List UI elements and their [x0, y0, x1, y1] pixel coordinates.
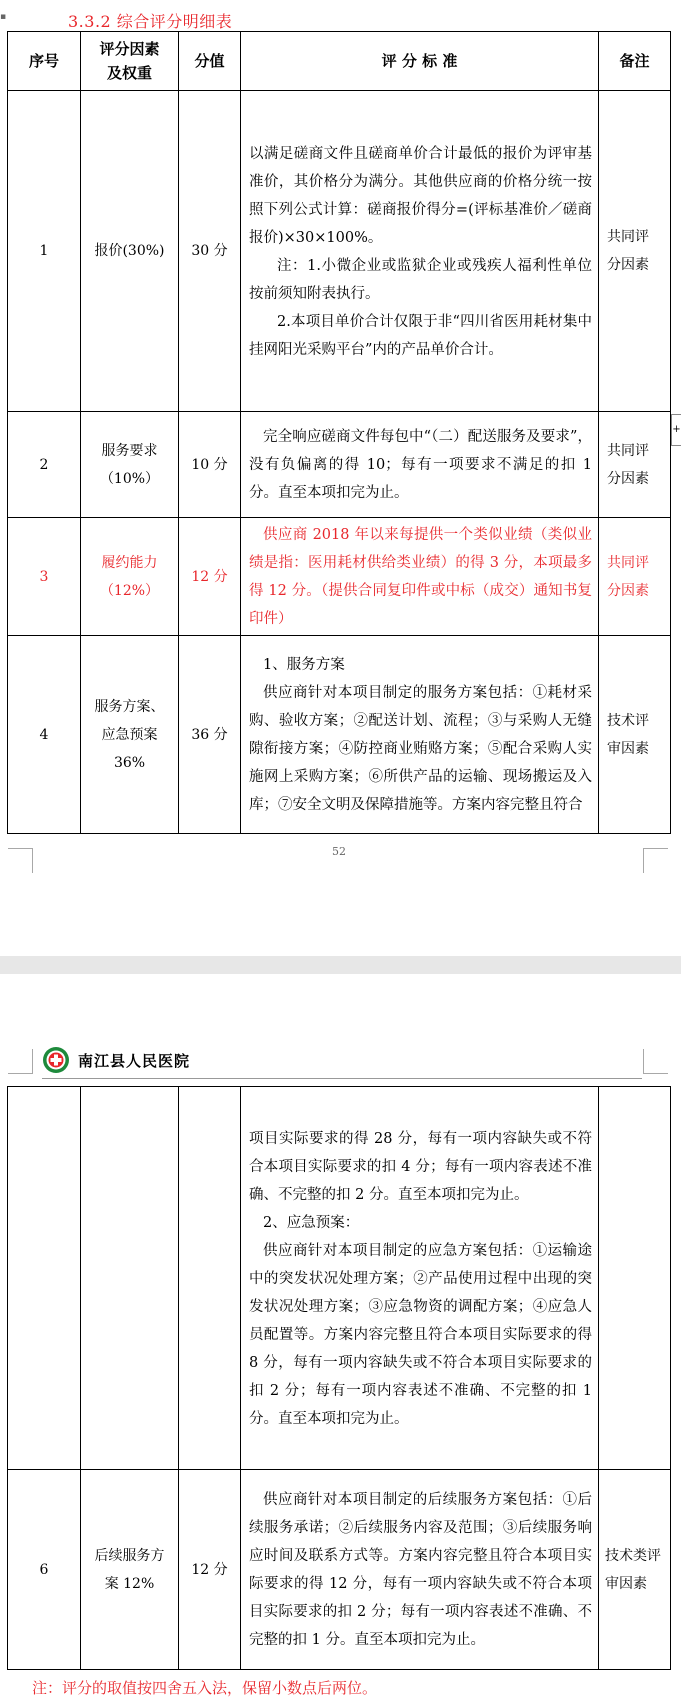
- row-criteria: [241, 412, 599, 518]
- anchor-mark: ▪: [0, 12, 7, 22]
- row-criteria: [241, 518, 599, 636]
- footnote: 注：评分的取值按四舍五入法，保留小数点后两位。: [32, 1679, 378, 1697]
- row-no: 1: [8, 91, 81, 412]
- row-no: 6: [8, 1470, 81, 1670]
- criteria-para: 供应商针对本项目制定的应急方案包括：①运输途中的突发状况处理方案；②产品使用过程中出现的突发状况处理方案；③应急物资的调配方案；④应急人员配置等。方案内容完整且符合本项目实际要求的得 8 分，每有一项内容缺失或不符合本项目实际要求的扣 2 分；每有一项内容表述不准确、不完整的扣 1 分。直至本项扣完为止。: [249, 1242, 592, 1427]
- hospital-header: [42, 1046, 642, 1079]
- hospital-logo-icon: [42, 1046, 70, 1074]
- row-factor: 服务方案、应急预案36%: [81, 636, 179, 834]
- criteria-para: 供应商针对本项目制定的服务方案包括：①耗材采购、验收方案；②配送计划、流程；③与采购人无缝隙衔接方案；④防控商业贿赂方案；⑤配合采购人实施网上采购方案；⑥所供产品的运输、现场搬运及入库；⑦安全文明及保障措施等。方案内容完整且符合: [249, 685, 592, 813]
- header-factor: 评分因素 及权重: [81, 32, 179, 91]
- table-row: [8, 636, 671, 834]
- row-criteria: [241, 1470, 599, 1670]
- row-factor: 履约能力（12%）: [81, 518, 179, 636]
- criteria-para: 2.本项目单价合计仅限于非“四川省医用耗材集中挂网阳光采购平台”内的产品单价合计。: [249, 313, 592, 358]
- row-no: 4: [8, 636, 81, 834]
- criteria-para: 项目实际要求的得 28 分，每有一项内容缺失或不符合本项目实际要求的扣 4 分；每有一项内容表述不准确、不完整的扣 2 分。直至本项扣完为止。: [249, 1130, 592, 1203]
- row-factor: 服务要求（10%）: [81, 412, 179, 518]
- row-remark: 共同评分因素: [599, 518, 671, 636]
- row-score: [179, 1087, 241, 1470]
- row-score: 12 分: [179, 1470, 241, 1670]
- crop-mark-left: [8, 848, 33, 873]
- criteria-para: 1、服务方案: [263, 657, 345, 673]
- row-remark: 共同评分因素: [599, 91, 671, 412]
- row-factor: [81, 1087, 179, 1470]
- page-separator: [0, 956, 681, 974]
- header-score: 分值: [179, 32, 241, 91]
- criteria-para: 注：1.小微企业或监狱企业或残疾人福利性单位按前须知附表执行。: [249, 257, 592, 302]
- row-score: 36 分: [179, 636, 241, 834]
- row-remark: [599, 1087, 671, 1470]
- crop-mark-right: [643, 1049, 668, 1074]
- row-remark: 技术评审因素: [599, 636, 671, 834]
- row-criteria: [241, 1087, 599, 1470]
- criteria-para: 完全响应磋商文件每包中“（二）配送服务及要求”，没有负偏离的得 10；每有一项要求不满足的扣 1 分。直至本项扣完为止。: [249, 429, 592, 501]
- table-row: [8, 1470, 671, 1670]
- table-header-row: [8, 32, 671, 91]
- row-criteria: [241, 636, 599, 834]
- row-no: [8, 1087, 81, 1470]
- row-score: 10 分: [179, 412, 241, 518]
- row-factor: 报价(30%): [81, 91, 179, 412]
- hospital-name: 南江县人民医院: [78, 1052, 191, 1070]
- row-no: 3: [8, 518, 81, 636]
- side-mark: +: [671, 414, 681, 446]
- table-row: [8, 91, 671, 412]
- page-number: 52: [332, 845, 346, 858]
- crop-mark-left: [8, 1049, 33, 1074]
- crop-mark-right: [643, 848, 668, 873]
- criteria-para: 供应商针对本项目制定的后续服务方案包括：①后续服务承诺；②后续服务内容及范围；③后续服务响应时间及联系方式等。方案内容完整且符合本项目实际要求的得 12 分，每有一项内容缺失或不符合本项目实际要求的扣 2 分；每有一项内容表述不准确、不完整的扣 1 分。直至本项扣完为止。: [249, 1492, 592, 1648]
- table-row: [8, 412, 671, 518]
- table-row: [8, 1087, 671, 1470]
- row-score: 12 分: [179, 518, 241, 636]
- criteria-para: 以满足磋商文件且磋商单价合计最低的报价为评审基准价，其价格分为满分。其他供应商的价格分统一按照下列公式计算：磋商报价得分=(评标基准价／磋商报价)×30×100%。: [249, 145, 592, 246]
- page-2: [0, 974, 681, 1701]
- row-no: 2: [8, 412, 81, 518]
- row-remark: 技术类评审因素: [599, 1470, 671, 1670]
- scoring-table: [7, 31, 671, 834]
- row-score: 30 分: [179, 91, 241, 412]
- criteria-para: 2、应急预案：: [263, 1214, 360, 1231]
- criteria-para: 供应商 2018 年以来每提供一个类似业绩（类似业绩是指：医用耗材供给类业绩）的得 3 分，本项最多得 12 分。（提供合同复印件或中标（成交）通知书复印件）: [249, 527, 592, 627]
- scoring-table-continued: [7, 1086, 671, 1670]
- header-no: 序号: [8, 32, 81, 91]
- row-criteria: [241, 91, 599, 412]
- row-remark: 共同评分因素: [599, 412, 671, 518]
- header-criteria: 评 分 标 准: [241, 32, 599, 91]
- row-factor: 后续服务方案 12%: [81, 1470, 179, 1670]
- table-row: [8, 518, 671, 636]
- section-title: 3.3.2 综合评分明细表: [68, 12, 233, 31]
- header-remark: 备注: [599, 32, 671, 91]
